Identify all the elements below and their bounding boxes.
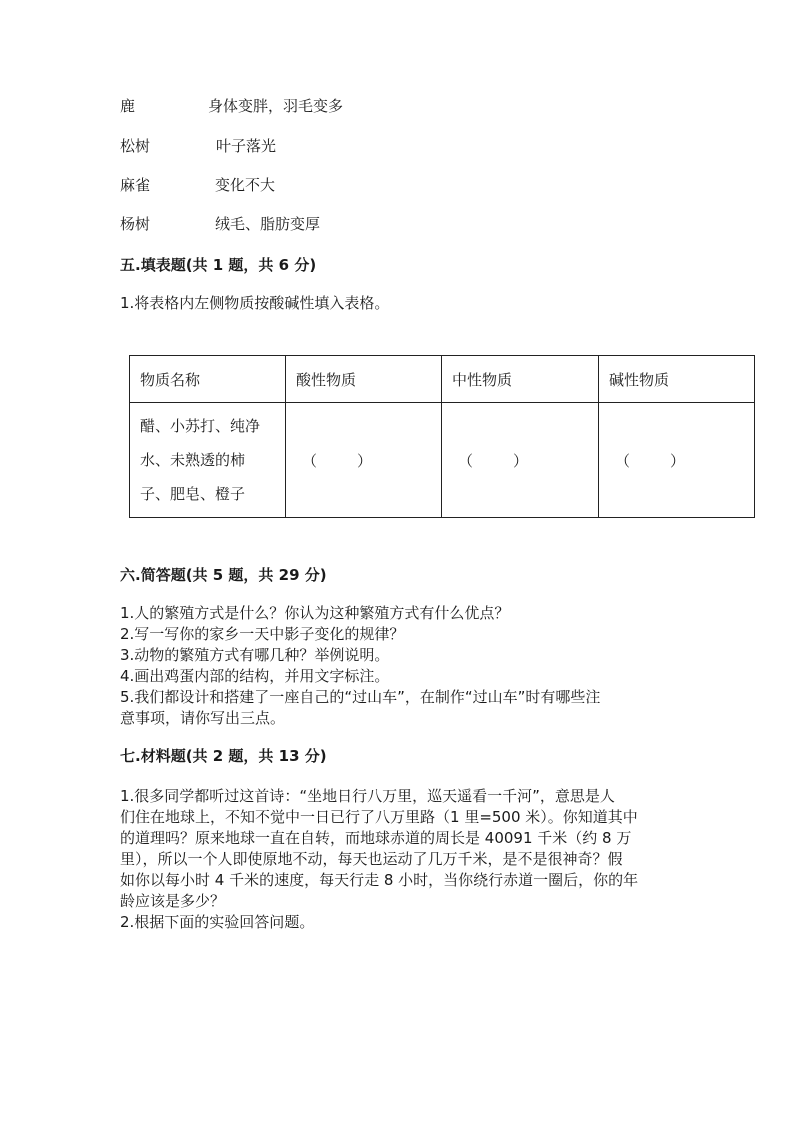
matching-right-item: 绒毛、脂肪变厚 (215, 215, 321, 233)
question-line: 的道理吗？原来地球一直在自转，而地球赤道的周长是 40091 千米（约 8 万 (120, 829, 632, 847)
question-line: 龄应该是多少？ (120, 892, 226, 910)
question-line: 1.很多同学都听过这首诗：“坐地日行八万里，巡天遥看一千河”，意思是人 (120, 787, 615, 805)
matching-right-item: 叶子落光 (216, 137, 277, 155)
matching-left-item: 松树 (120, 137, 151, 155)
section-heading: 七.材料题(共 2 题，共 13 分) (120, 747, 327, 765)
question-line: 1.人的繁殖方式是什么？你认为这种繁殖方式有什么优点？ (120, 604, 510, 622)
matching-left-item: 麻雀 (120, 176, 151, 194)
table-header-cell: 物质名称 (130, 356, 286, 403)
question-line: 2.根据下面的实验回答问题。 (120, 913, 315, 931)
question-line: 5.我们都设计和搭建了一座自己的“过山车”，在制作“过山车”时有哪些注 (120, 688, 601, 706)
question-line: 4.画出鸡蛋内部的结构，并用文字标注。 (120, 667, 390, 685)
matching-right-item: 身体变胖，羽毛变多 (208, 97, 344, 115)
blank-close: ） (512, 451, 528, 470)
table-header-cell: 碱性物质 (599, 356, 755, 403)
blank-close: ） (356, 451, 372, 470)
table-row (130, 403, 755, 518)
question-line: 2.写一写你的家乡一天中影子变化的规律？ (120, 625, 405, 643)
question-line: 3.动物的繁殖方式有哪几种？举例说明。 (120, 646, 390, 664)
blank-open: （ (302, 451, 318, 470)
question-line: 如你以每小时 4 千米的速度，每天行走 8 小时，当你绕行赤道一圈后，你的年 (120, 871, 639, 889)
matching-right-item: 变化不大 (215, 176, 276, 194)
table-header-cell: 中性物质 (442, 356, 599, 403)
materials-line: 水、未熟透的柿 (140, 451, 246, 469)
section-heading: 六.简答题(共 5 题，共 29 分) (120, 566, 327, 584)
question-line: 意事项，请你写出三点。 (120, 709, 286, 727)
question-text: 1.将表格内左侧物质按酸碱性填入表格。 (120, 294, 390, 312)
matching-left-item: 鹿 (120, 97, 136, 115)
materials-cell (130, 403, 286, 518)
table-header-row (130, 356, 755, 403)
blank-open: （ (458, 451, 474, 470)
blank-open: （ (615, 451, 631, 470)
blank-close: ） (669, 451, 685, 470)
question-line: 们住在地球上，不知不觉中一日已行了八万里路（1 里=500 米）。你知道其中 (120, 808, 638, 826)
matching-left-item: 杨树 (120, 215, 151, 233)
base-answer-cell[interactable] (599, 403, 755, 518)
table-header-cell: 酸性物质 (286, 356, 442, 403)
materials-line: 子、肥皂、橙子 (140, 485, 246, 503)
materials-line: 醋、小苏打、纯净 (140, 417, 261, 435)
neutral-answer-cell[interactable] (442, 403, 599, 518)
acid-answer-cell[interactable] (286, 403, 442, 518)
question-line: 里），所以一个人即使原地不动，每天也运动了几万千米，是不是很神奇？假 (120, 850, 623, 868)
classification-table (129, 355, 755, 518)
section-heading: 五.填表题(共 1 题，共 6 分) (120, 256, 317, 274)
